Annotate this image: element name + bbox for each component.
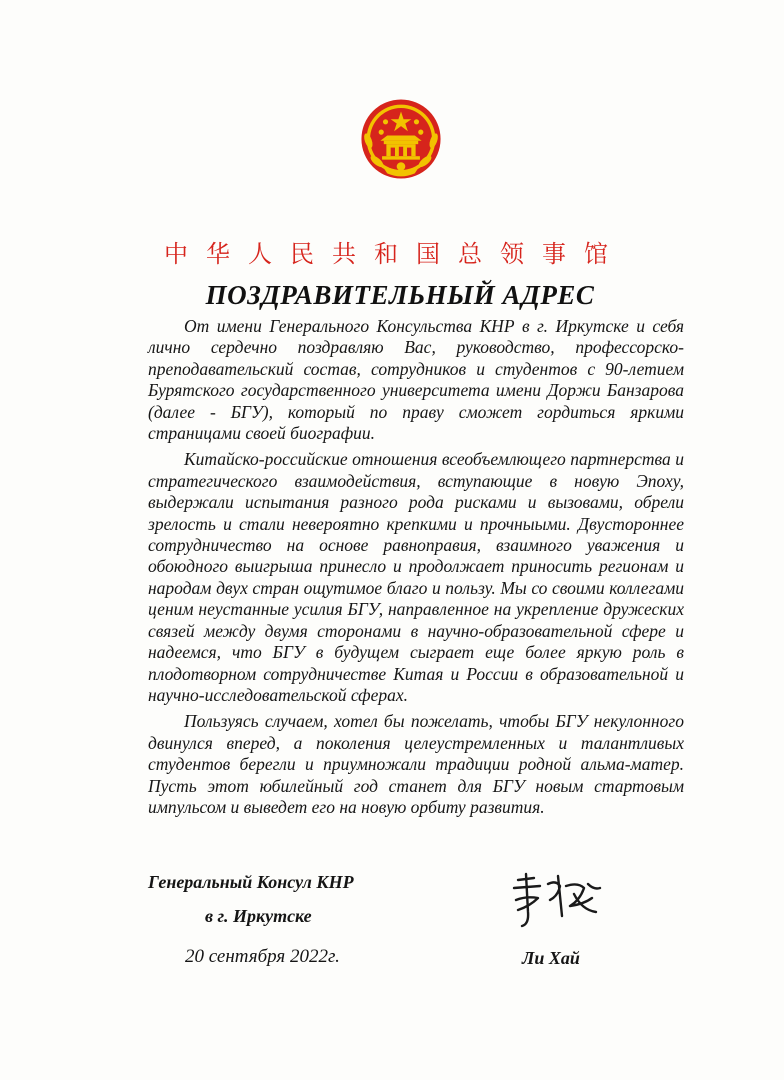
document-title: ПОЗДРАВИТЕЛЬНЫЙ АДРЕС xyxy=(205,280,595,310)
paragraph: Пользуясь случаем, хотел бы пожелать, чтобы БГУ некулонного двинулся вперед, а поколения целеустремленных и талантливых студентов берегли и приумножали традиции родной альма-матер. Пусть этот юбилейный год станет для БГУ новым стартовым импульсом и выведет его на новую орбиту развития. xyxy=(148,711,684,817)
national-emblem-icon xyxy=(358,96,444,182)
handwritten-signature-icon xyxy=(500,866,610,936)
signatory-position: Генеральный Консул КНР xyxy=(148,872,354,892)
organization-name: 中华人民共和国总领事馆 xyxy=(164,240,626,268)
signatory-city: в г. Иркутске xyxy=(205,906,312,926)
letter-body xyxy=(148,316,684,823)
signatory-name: Ли Хай xyxy=(522,948,580,968)
paragraph: Китайско-российские отношения всеобъемлющего партнерства и стратегического взаимодействия, вступающие в новую Эпоху, выдержали испытания разного рода рисками и вызовами, обрели зрелость и стали невероятно крепкими и прочныыми. Двустороннее сотрудничество на основе равноправия, взаимного уважения и обоюдного выигрыша принесло и продолжает приносить регионам и народам двух стран ощутимое благо и пользу. Мы со своими коллегами ценим неустанные усилия БГУ, направленное на укрепление дружеских связей между двумя сторонами в научно-образовательной сфере и надеемся, что БГУ в будущем сыграет еще более яркую роль в плодотворном сотрудничестве Китая и России в образовательной и научно-исследовательской сферах. xyxy=(148,449,684,705)
paragraph: От имени Генерального Консульства КНР в г. Иркутске и себя лично сердечно поздравляю Вас, руководство, профессорско-преподавательский состав, сотрудников и студентов с 90-летием Бурятского государственного университета имени Доржи Банзарова (далее - БГУ), который по праву сможет гордиться яркими страницами своей биографии. xyxy=(148,316,684,444)
letter-date: 20 сентября 2022г. xyxy=(185,946,340,967)
